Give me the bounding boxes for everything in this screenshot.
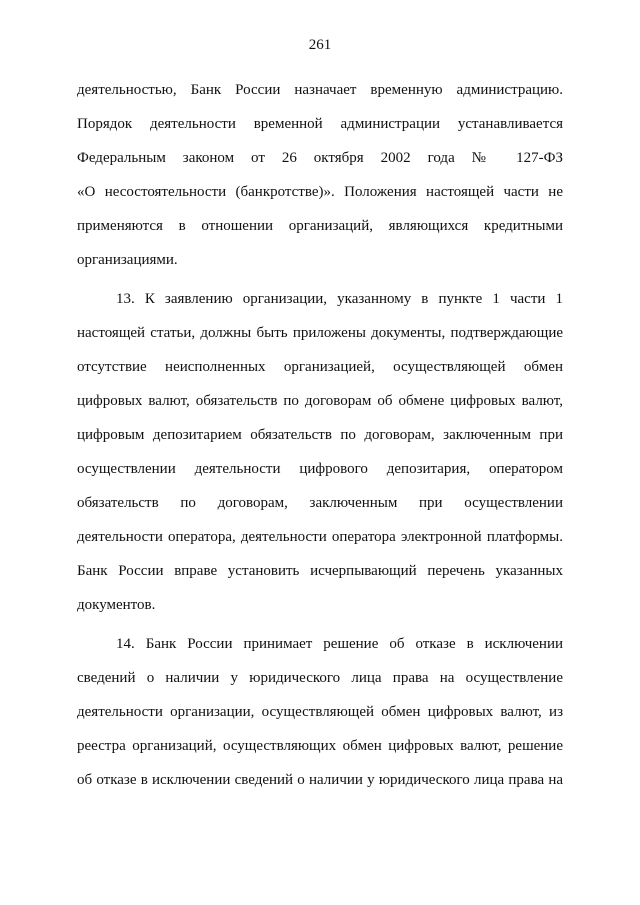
text-line: организациями. [77,252,178,268]
text-line: настоящей статьи, должны быть приложены документы, подтверждающие [77,325,563,341]
page-number: 261 [308,37,332,53]
text-line: применяются в отношении организаций, являющихся кредитными [77,218,563,234]
text-line: документов. [77,597,156,613]
text-line: реестра организаций, осуществляющих обмен цифровых валют, решение [77,738,563,754]
text-line: обязательств по договорам, заключенным при осуществлении [77,495,563,511]
text-line: «О несостоятельности (банкротстве)». Положения настоящей части не [77,184,563,200]
text-line: сведений о наличии у юридического лица права на осуществление [77,670,563,686]
text-line: деятельностью, Банк России назначает временную администрацию. [77,82,563,98]
text-line: 14. Банк России принимает решение об отказе в исключении [116,636,563,652]
text-line: Порядок деятельности временной администрации устанавливается [77,116,563,132]
text-line: цифровых валют, обязательств по договорам об обмене цифровых валют, [77,393,563,409]
text-line: Банк России вправе установить исчерпывающий перечень указанных [77,563,563,579]
text-line: деятельности оператора, деятельности оператора электронной платформы. [77,529,563,545]
text-line: отсутствие неисполненных организацией, осуществляющей обмен [77,359,563,375]
text-line: цифровым депозитарием обязательств по договорам, заключенным при [77,427,563,443]
text-line: Федеральным законом от 26 октября 2002 года № 127-ФЗ [77,150,563,166]
text-line: об отказе в исключении сведений о наличии у юридического лица права на [77,772,563,788]
text-line: осуществлении деятельности цифрового депозитария, оператором [77,461,563,477]
text-line: деятельности организации, осуществляющей обмен цифровых валют, из [77,704,563,720]
text-line: 13. К заявлению организации, указанному в пункте 1 части 1 [116,291,563,307]
